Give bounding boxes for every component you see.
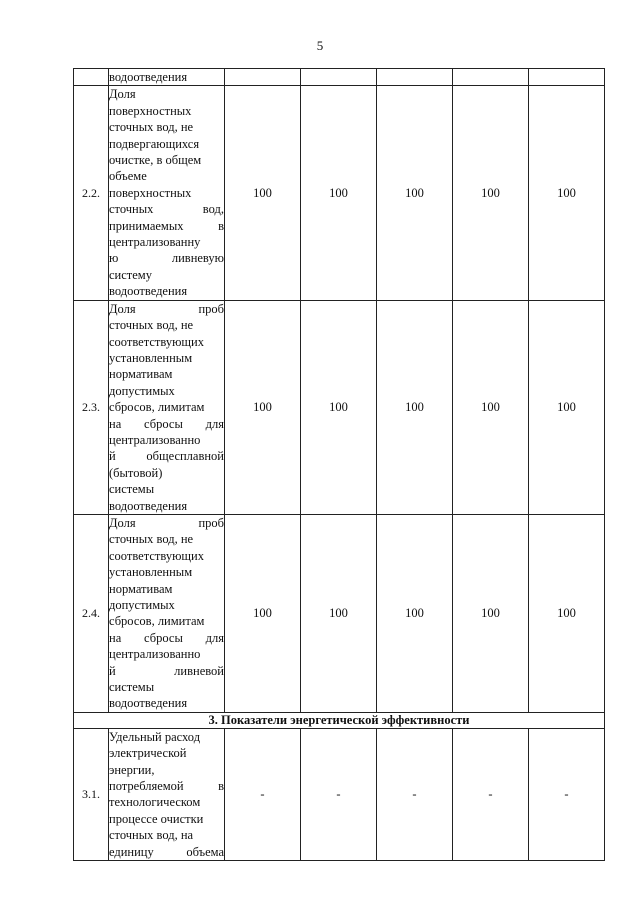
indicator-name-line: поверхностных: [109, 185, 192, 200]
indicator-name-line: сточных вод,: [109, 202, 224, 217]
indicator-name-line: нормативам: [109, 581, 173, 596]
value-cell: -: [453, 728, 529, 860]
value-cell: 100: [301, 86, 377, 300]
value-cell: [225, 69, 301, 86]
indicator-name-line: Удельный расход: [109, 729, 201, 744]
value-cell: 100: [301, 514, 377, 712]
value-cell: 100: [453, 300, 529, 514]
indicator-name-line: сточных вод, не: [109, 318, 194, 333]
value-cell: 100: [529, 300, 605, 514]
value-cell: 100: [225, 300, 301, 514]
value-cell: 100: [453, 514, 529, 712]
indicator-name-line: Доля: [109, 87, 136, 102]
value-cell: 100: [529, 86, 605, 300]
indicator-name: [109, 69, 225, 86]
row-number: 2.3.: [74, 300, 109, 514]
value-cell: 100: [453, 86, 529, 300]
indicator-name-line: ю ливневую: [109, 251, 224, 266]
table-row: [74, 514, 605, 712]
indicator-name-line: водоотведения: [109, 284, 188, 299]
indicator-name: [109, 728, 225, 860]
indicator-name-line: сбросов, лимитам: [109, 614, 205, 629]
indicator-name-line: допустимых: [109, 383, 175, 398]
section-row: [74, 712, 605, 728]
indicator-name-line: энергии,: [109, 762, 155, 777]
indicator-name-line: объеме: [109, 169, 147, 184]
indicator-name-line: нормативам: [109, 367, 173, 382]
value-cell: 100: [301, 300, 377, 514]
value-cell: [377, 69, 453, 86]
indicator-name-line: централизованно: [109, 432, 201, 447]
indicator-name-line: потребляемой в: [109, 779, 224, 794]
indicator-name-line: единицу объема: [109, 844, 224, 859]
indicator-name-line: водоотведения: [109, 498, 188, 513]
indicator-name-line: установленным: [109, 350, 193, 365]
indicator-name-line: (бытовой): [109, 465, 163, 480]
value-cell: -: [377, 728, 453, 860]
indicator-name-line: Доля проб: [109, 515, 224, 530]
value-cell: -: [225, 728, 301, 860]
indicator-name-line: сточных вод, не: [109, 532, 194, 547]
indicator-name-line: допустимых: [109, 598, 175, 612]
value-cell: [453, 69, 529, 86]
value-cell: -: [529, 728, 605, 860]
indicator-name-line: систему: [109, 267, 152, 282]
row-number: 2.2.: [74, 86, 109, 300]
indicator-name-line: на сбросы для: [109, 630, 224, 645]
table-row: [74, 728, 605, 860]
indicator-name-line: централизованну: [109, 235, 201, 250]
indicator-name: [109, 86, 225, 300]
section-title: 3. Показатели энергетической эффективности: [74, 712, 605, 728]
row-number: 3.1.: [74, 728, 109, 860]
value-cell: 100: [377, 300, 453, 514]
value-cell: 100: [377, 86, 453, 300]
value-cell: 100: [225, 86, 301, 300]
indicator-name-line: сточных вод, не: [109, 120, 194, 135]
indicator-name-line: принимаемых в: [109, 218, 224, 233]
indicator-name-line: соответствующих: [109, 548, 204, 563]
indicator-name-line: технологическом: [109, 795, 201, 810]
table-row: [74, 300, 605, 514]
indicator-name-line: процессе очистки: [109, 811, 204, 826]
indicator-name-line: очистке, в общем: [109, 153, 202, 168]
value-cell: [301, 69, 377, 86]
value-cell: 100: [529, 514, 605, 712]
table-row: [74, 69, 605, 86]
indicator-name-line: электрической: [109, 746, 187, 761]
indicator-name-line: установленным: [109, 565, 193, 580]
page-number: 5: [316, 38, 324, 53]
table-row: [74, 86, 605, 300]
indicator-name-line: соответствующих: [109, 334, 204, 349]
value-cell: 100: [377, 514, 453, 712]
indicator-name-line: подвергающихся: [109, 136, 200, 151]
indicator-name-line: й общесплавной: [109, 449, 224, 464]
indicator-name-line: водоотведения: [109, 696, 188, 711]
row-number: 2.4.: [74, 514, 109, 712]
value-cell: -: [301, 728, 377, 860]
value-cell: 100: [225, 514, 301, 712]
indicator-name-line: Доля проб: [109, 301, 224, 316]
indicator-name-line: на сбросы для: [109, 416, 224, 431]
indicator-name-line: поверхностных: [109, 103, 192, 118]
value-cell: [529, 69, 605, 86]
indicator-name-line: водоотведения: [109, 70, 188, 84]
indicator-name: [109, 514, 225, 712]
row-number: [74, 69, 109, 86]
indicator-name-line: сточных вод, на: [109, 828, 194, 843]
indicator-name-line: сбросов, лимитам: [109, 400, 205, 415]
indicator-name-line: системы: [109, 482, 155, 497]
indicator-name: [109, 300, 225, 514]
indicator-name-line: й ливневой: [109, 663, 224, 678]
indicator-name-line: системы: [109, 680, 155, 695]
indicator-name-line: централизованно: [109, 647, 201, 662]
indicators-table: [73, 68, 605, 861]
